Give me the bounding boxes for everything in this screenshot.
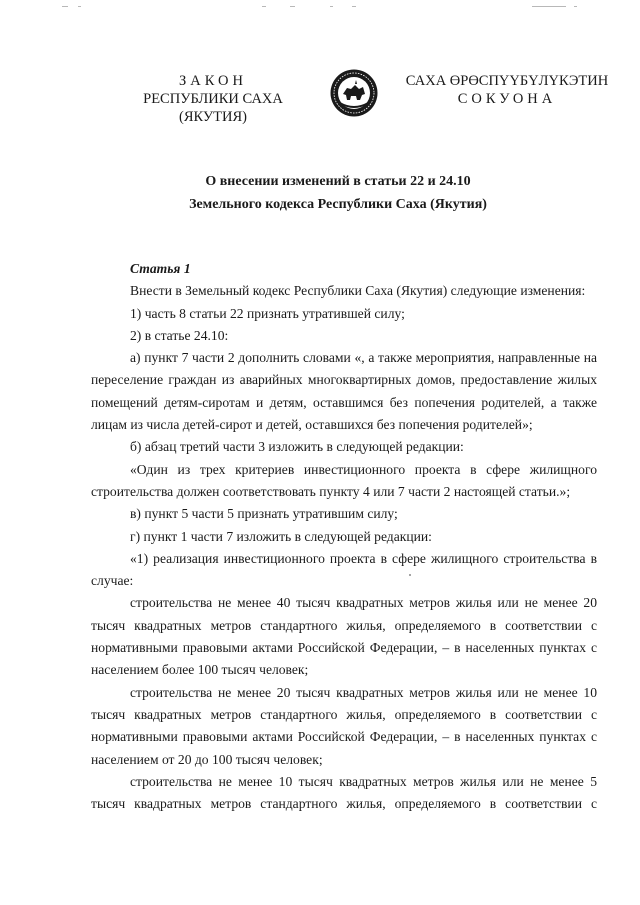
paragraph: г) пункт 1 части 7 изложить в следующей редакции: xyxy=(130,528,432,544)
title-line2: Земельного кодекса Республики Саха (Якутия) xyxy=(189,197,487,212)
paragraph: б) абзац третий части 3 изложить в следующей редакции: xyxy=(130,439,464,455)
header-right-line2: СОКУОНА xyxy=(457,91,557,107)
paragraph: а) пункт 7 части 2 дополнить словами «, а также мероприятия, направленные на переселение граждан из аварийных многоквартирных домов, предоставление жилых помещений детям-сиротам и детям, оставшимся без попечения родителей, а также лицам из числа детей-сирот и детей, оставшихся без попечения родителей»; xyxy=(91,350,597,433)
paragraph: строительства не менее 20 тысяч квадратных метров жилья или не менее 10 тысяч квадратных метров стандартного жилья, определяемого в соответствии с нормативными правовыми актами Российской Федерации, – в населенных пунктах с населением от 20 до 100 тысяч человек; xyxy=(91,684,597,767)
header-left-line2: РЕСПУБЛИКИ САХА (ЯКУТИЯ) xyxy=(143,91,283,125)
article-body xyxy=(91,258,597,815)
article-heading: Статья 1 xyxy=(130,261,191,276)
document-header xyxy=(0,68,640,128)
scan-artifacts xyxy=(0,6,640,12)
document-title xyxy=(0,170,640,216)
paragraph: 2) в статье 24.10: xyxy=(130,327,229,343)
header-right-line1: САХА ӨРӨСПҮҮБҮЛҮКЭТИН xyxy=(405,73,609,89)
paragraph: строительства не менее 40 тысяч квадратных метров жилья или не менее 20 тысяч квадратных метров стандартного жилья, определяемого в соответствии с нормативными правовыми актами Российской Федерации, – в населенных пунктах с населением более 100 тысяч человек; xyxy=(91,595,597,678)
paragraph: «Один из трех критериев инвестиционного проекта в сфере жилищного строительства должен соответствовать пункту 4 или 7 части 2 настоящей статьи.»; xyxy=(91,461,597,499)
title-line1: О внесении изменений в статьи 22 и 24.10 xyxy=(205,174,471,189)
paragraph: «1) реализация инвестиционного проекта в сфере жилищного строительства в случае: xyxy=(91,550,597,589)
paragraph: 1) часть 8 статьи 22 признать утратившей силу; xyxy=(130,305,405,321)
header-right xyxy=(402,72,612,108)
paragraph: строительства не менее 10 тысяч квадратных метров жилья или не менее 5 тысяч квадратных метров стандартного жилья, определяемого в соответствии с xyxy=(91,773,597,812)
header-left-line1: ЗАКОН xyxy=(179,73,247,89)
scan-speck xyxy=(409,574,411,576)
coat-of-arms-icon xyxy=(329,68,379,118)
paragraph: Внести в Земельный кодекс Республики Саха (Якутия) следующие изменения: xyxy=(130,283,586,299)
paragraph: в) пункт 5 части 5 признать утратившим силу; xyxy=(130,506,398,522)
header-left xyxy=(108,72,318,126)
